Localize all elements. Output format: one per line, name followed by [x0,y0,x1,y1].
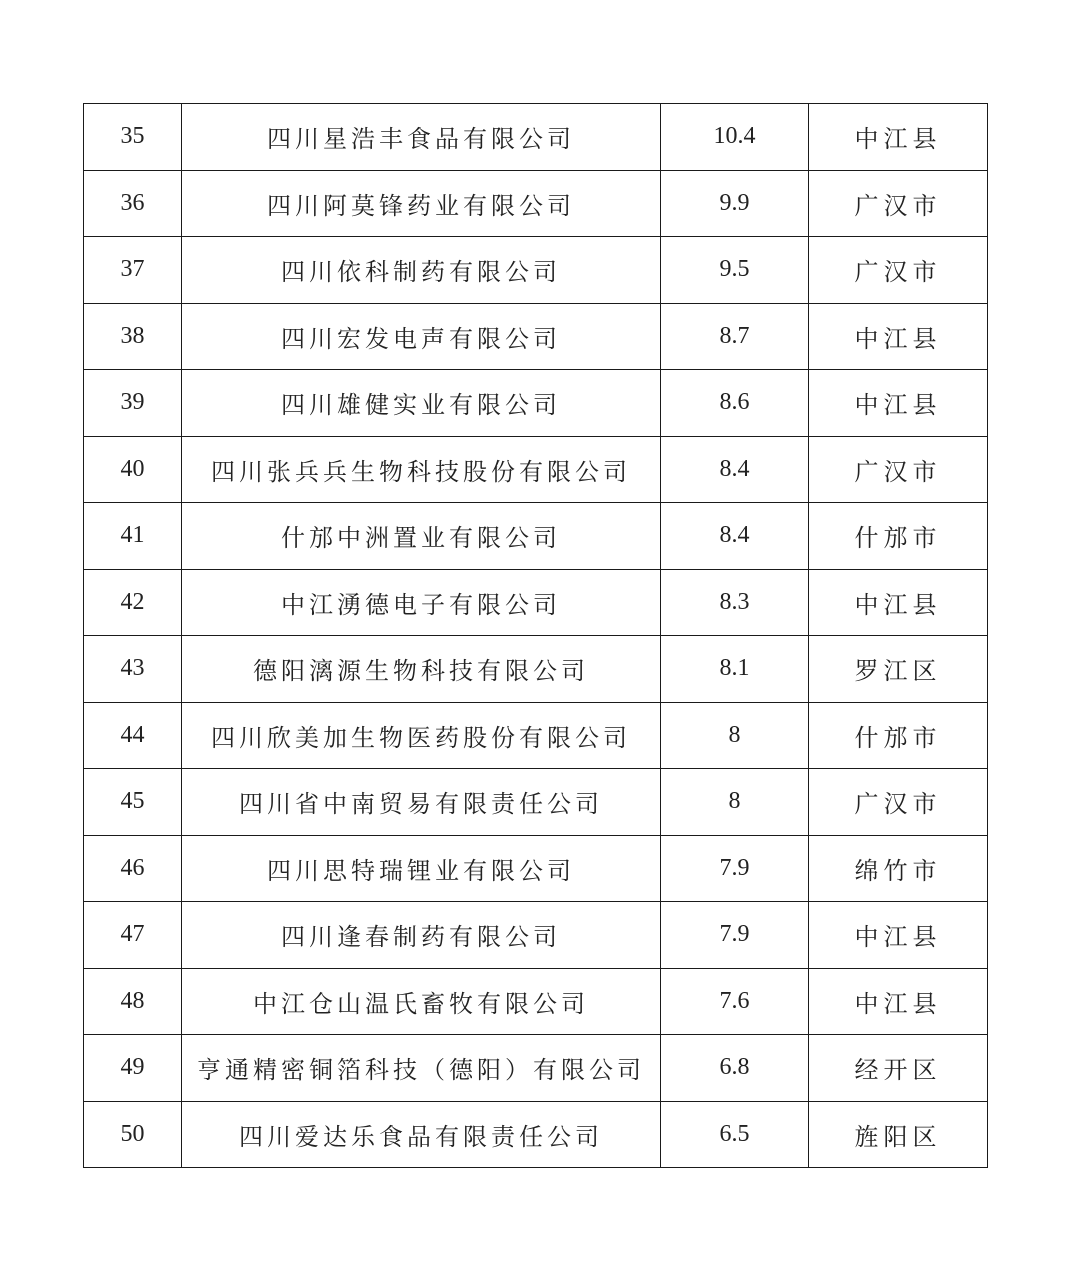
value-cell: 7.6 [661,968,809,1035]
row-number-cell: 48 [84,968,182,1035]
company-name-cell: 中江仓山温氏畜牧有限公司 [182,968,661,1035]
company-name-cell: 中江湧德电子有限公司 [182,569,661,636]
district-cell: 广汉市 [809,769,988,836]
value-cell: 8.7 [661,303,809,370]
value-cell: 8 [661,769,809,836]
row-number-cell: 47 [84,902,182,969]
company-table [83,103,988,1168]
value-cell: 8.4 [661,436,809,503]
company-name-cell: 四川思特瑞锂业有限公司 [182,835,661,902]
table-row [84,569,988,636]
company-name-cell: 四川宏发电声有限公司 [182,303,661,370]
company-name-cell: 四川爱达乐食品有限责任公司 [182,1101,661,1168]
district-cell: 中江县 [809,370,988,437]
row-number-cell: 44 [84,702,182,769]
company-name-cell: 四川星浩丰食品有限公司 [182,104,661,171]
row-number-cell: 35 [84,104,182,171]
company-name-cell: 什邡中洲置业有限公司 [182,503,661,570]
district-cell: 中江县 [809,104,988,171]
row-number-cell: 38 [84,303,182,370]
district-cell: 中江县 [809,902,988,969]
row-number-cell: 43 [84,636,182,703]
district-cell: 什邡市 [809,702,988,769]
table-row [84,1101,988,1168]
row-number-cell: 36 [84,170,182,237]
district-cell: 罗江区 [809,636,988,703]
district-cell: 什邡市 [809,503,988,570]
table-row [84,303,988,370]
row-number-cell: 46 [84,835,182,902]
row-number-cell: 49 [84,1035,182,1102]
district-cell: 中江县 [809,569,988,636]
table-row [84,769,988,836]
company-name-cell: 四川张兵兵生物科技股份有限公司 [182,436,661,503]
value-cell: 6.5 [661,1101,809,1168]
district-cell: 广汉市 [809,237,988,304]
table-row [84,835,988,902]
district-cell: 广汉市 [809,436,988,503]
company-name-cell: 四川阿莫锋药业有限公司 [182,170,661,237]
table-row [84,170,988,237]
value-cell: 8.6 [661,370,809,437]
row-number-cell: 42 [84,569,182,636]
value-cell: 10.4 [661,104,809,171]
district-cell: 中江县 [809,968,988,1035]
company-name-cell: 四川雄健实业有限公司 [182,370,661,437]
table-row [84,237,988,304]
value-cell: 8.4 [661,503,809,570]
company-name-cell: 四川省中南贸易有限责任公司 [182,769,661,836]
table-body [84,104,988,1168]
district-cell: 广汉市 [809,170,988,237]
table-row [84,104,988,171]
row-number-cell: 37 [84,237,182,304]
value-cell: 7.9 [661,902,809,969]
value-cell: 8.1 [661,636,809,703]
company-name-cell: 四川欣美加生物医药股份有限公司 [182,702,661,769]
district-cell: 中江县 [809,303,988,370]
value-cell: 6.8 [661,1035,809,1102]
row-number-cell: 41 [84,503,182,570]
table-row [84,503,988,570]
row-number-cell: 45 [84,769,182,836]
table-row [84,370,988,437]
value-cell: 9.5 [661,237,809,304]
table-row [84,636,988,703]
row-number-cell: 40 [84,436,182,503]
table-row [84,702,988,769]
company-name-cell: 德阳漓源生物科技有限公司 [182,636,661,703]
table-row [84,1035,988,1102]
district-cell: 经开区 [809,1035,988,1102]
company-name-cell: 亨通精密铜箔科技（德阳）有限公司 [182,1035,661,1102]
row-number-cell: 39 [84,370,182,437]
table-row [84,436,988,503]
company-name-cell: 四川逢春制药有限公司 [182,902,661,969]
value-cell: 9.9 [661,170,809,237]
district-cell: 绵竹市 [809,835,988,902]
value-cell: 8.3 [661,569,809,636]
table-row [84,902,988,969]
value-cell: 8 [661,702,809,769]
value-cell: 7.9 [661,835,809,902]
row-number-cell: 50 [84,1101,182,1168]
table-row [84,968,988,1035]
district-cell: 旌阳区 [809,1101,988,1168]
company-name-cell: 四川依科制药有限公司 [182,237,661,304]
